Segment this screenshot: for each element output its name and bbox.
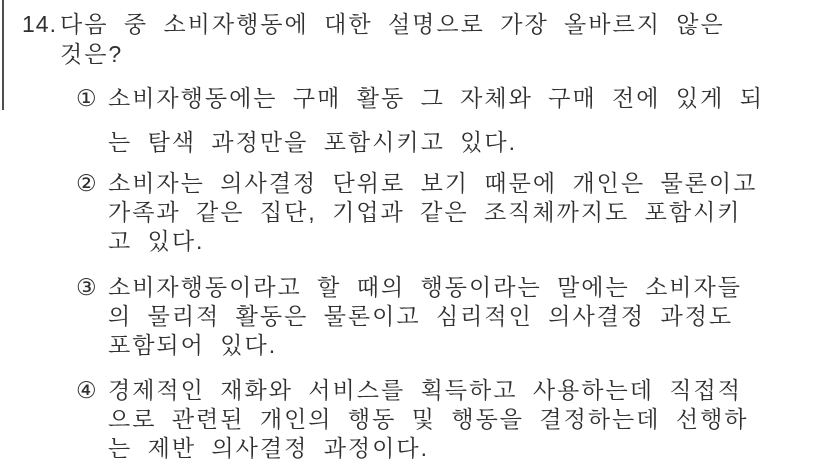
choice-text-line: 가족과 같은 집단, 기업과 같은 조직체까지도 포함시키 (108, 199, 742, 225)
choice-text-line: 소비자행동이라고 할 때의 행동이라는 말에는 소비자들 (108, 274, 742, 300)
choice-line (76, 273, 764, 302)
choice-1 (76, 84, 764, 157)
choice-line (76, 169, 764, 198)
choice-4-marker: ④ (76, 377, 99, 403)
choice-text-line: 으로 관련된 개인의 행동 및 행동을 결정하는데 선행하 (108, 406, 749, 432)
choice-line (76, 84, 764, 113)
choice-line (76, 376, 764, 405)
choice-2 (76, 169, 764, 256)
question-number: 14. (22, 11, 57, 37)
choice-text-line: 소비자는 의사결정 단위로 보기 때문에 개인은 물론이고 (108, 170, 758, 196)
choice-2-marker: ② (76, 170, 99, 196)
choice-3 (76, 273, 764, 360)
question-text-line: 것은? (60, 41, 124, 67)
choice-text-line: 의 물리적 활동은 물론이고 심리적인 의사결정 과정도 (108, 303, 734, 329)
page-edge-line (2, 0, 4, 110)
choice-3-marker: ③ (76, 274, 99, 300)
choice-text-line: 는 제반 의사결정 과정이다. (108, 435, 429, 461)
choice-1-marker: ① (76, 85, 99, 111)
choice-text-line: 포함되어 있다. (108, 332, 278, 358)
choice-text-line: 소비자행동에는 구매 활동 그 자체와 구매 전에 있게 되 (108, 85, 764, 111)
choice-text-line: 고 있다. (108, 228, 205, 254)
question-line-1 (22, 9, 725, 39)
answer-choices (76, 84, 764, 463)
question-text-line: 다음 중 소비자행동에 대한 설명으로 가장 올바르지 않은 (60, 11, 725, 37)
choice-text-line: 경제적인 재화와 서비스를 획득하고 사용하는데 직접적 (108, 377, 742, 403)
choice-4 (76, 376, 764, 463)
choice-text-line: 는 탐색 과정만을 포함시키고 있다. (108, 129, 518, 155)
question-block (22, 9, 725, 69)
